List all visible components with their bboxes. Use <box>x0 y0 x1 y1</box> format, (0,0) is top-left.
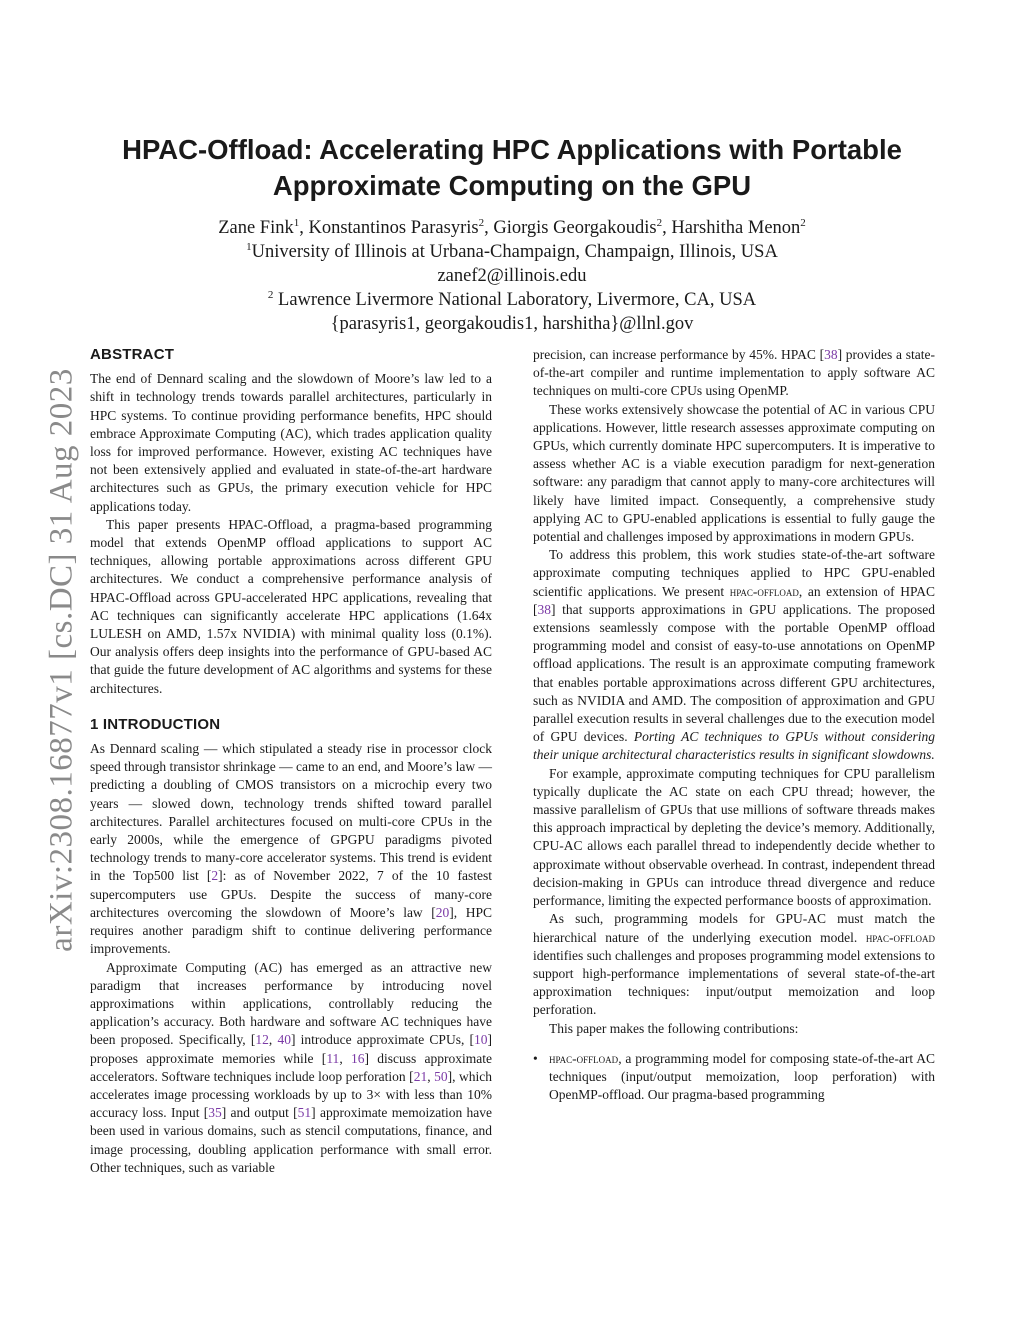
abstract-paragraph-1: The end of Dennard scaling and the slowdown of Moore’s law led to a shift in technology trends towards parallel architectures, particularly in HPC systems. To continue providing performance benefits, HPC should embrace Approximate Computing (AC), which trades application quality loss for improved performance. However, existing AC techniques have not been extensively applied and evaluated in state-of-the-art hardware architectures such as GPUs, the primary execution vehicle for HPC applications today. <box>90 371 492 514</box>
citation-link[interactable]: 16 <box>350 1050 365 1066</box>
list-item: • hpac-offload, a programming model for composing state-of-the-art AC techniques (input/output memoization, loop perforation) with OpenMP-offload. Our pragma-based programming <box>549 1050 935 1105</box>
abstract-heading: ABSTRACT <box>90 346 175 363</box>
citation-link[interactable]: 11 <box>326 1050 340 1066</box>
email-2: {parasyris1, georgakoudis1, harshitha}@llnl.gov <box>330 314 694 334</box>
title-line-2: Approximate Computing on the GPU <box>272 170 752 201</box>
citation-link[interactable]: 21 <box>413 1068 428 1084</box>
left-column <box>90 346 492 1177</box>
affiliation-1: $^1$University of Illinois at Urbana-Champaign, Champaign, Illinois, USA <box>246 241 778 262</box>
citation-link[interactable]: 35 <box>208 1105 222 1121</box>
body-paragraph-3: To address this problem, this work studies state-of-the-art software approximate computing techniques applied to HPC GPU-enabled scientific applications. We present hpac-offload, an extension of HPAC [38] that supports approximations in GPU applications. The proposed extensions seamlessly compose with the portable OpenMP offload programming model and consist of easy-to-use annotations on OpenMP offload applications. The result is an approximate computing framework that enables portable approximations across different GPU architectures, such as NVIDIA and AMD. The composition of approximation and GPU parallel execution results in several challenges due to the execution model of GPU devices. Porting AC techniques to GPUs without considering their unique architectural characteristics results in significant slowdowns. <box>533 547 936 763</box>
citation-link[interactable]: 10 <box>474 1032 488 1048</box>
abstract-paragraph-2: This paper presents HPAC-Offload, a pragma-based programming model that extends OpenMP offload applications to support AC techniques, allowing portable approximations across different GPU architectures. We conduct a comprehensive performance analysis of HPAC-Offload across GPU-accelerated HPC applications, revealing that AC techniques can significantly accelerate HPC applications (1.64x LULESH on AMD, 1.57x NVIDIA) with minimal quality loss (0.1%). Our analysis offers deep insights into the performance of GPU-based AC that guide the future development of AC algorithms and systems for these architectures. <box>90 516 492 696</box>
citation-link[interactable]: 51 <box>297 1105 312 1121</box>
paper-title <box>60 132 964 204</box>
citation-link[interactable]: 12 <box>255 1032 269 1048</box>
arxiv-identifier: arXiv:2308.16877v1 [cs.DC] 31 Aug 2023 <box>43 368 80 952</box>
citation-link[interactable]: 40 <box>277 1032 291 1048</box>
citation-link[interactable]: 38 <box>824 347 838 362</box>
right-column <box>533 346 935 1104</box>
citation-link[interactable]: 38 <box>537 601 551 617</box>
affiliation-2: $^2$ Lawrence Livermore National Laboratory, Livermore, CA, USA <box>267 289 757 310</box>
citation-link[interactable]: 50 <box>434 1068 448 1084</box>
contributions-list <box>533 1050 935 1105</box>
citation-link[interactable]: 20 <box>435 904 450 920</box>
author-block <box>60 216 964 336</box>
author-names: Zane Fink$^1$, Konstantinos Parasyris$^2$, Giorgis Georgakoudis$^2$, Harshitha Menon$^2$ <box>218 217 806 238</box>
citation-link[interactable]: 2 <box>211 868 219 884</box>
body-paragraph-1: precision, can increase performance by 45%. HPAC [38] provides a state-of-the-art compiler and runtime implementation to apply software AC techniques on multi-core CPUs using OpenMP. <box>533 347 936 399</box>
introduction-heading: 1 INTRODUCTION <box>90 715 221 733</box>
body-paragraph-2: These works extensively showcase the potential of AC in various CPU applications. However, little research assesses approximate computing on GPUs, which currently dominate HPC supercomputers. It is imperative to assess whether AC is a viable execution paradigm for next-generation software: any paradigm that cannot apply to many-core architectures will likely have limited impact. Consequently, a comprehensive study applying AC to GPU-enabled applications is essential to fully gauge the potential and challenges imposed by approximations in modern GPUs. <box>533 401 935 545</box>
body-paragraph-6: This paper makes the following contributions: <box>549 1020 799 1036</box>
body-paragraph-4: For example, approximate computing techniques for CPU parallelism typically duplicate the AC state on each CPU thread; however, the massive parallelism of GPUs that use millions of software threads makes this approach impractical by depleting the device’s memory. Additionally, CPU-AC allows each parallel thread to independently decide whether to approximate without observable overhead. In contrast, independent thread decision-making in GPUs can introduce thread divergence and reduce performance, limiting the expected performance boosts of approximation. <box>533 765 935 909</box>
email-1: zanef2@illinois.edu <box>437 266 587 286</box>
title-line-1: HPAC-Offload: Accelerating HPC Applications with Portable <box>122 134 902 165</box>
body-paragraph-5: As such, programming models for GPU-AC must match the hierarchical nature of the underlying execution model. hpac-offload identifies such challenges and proposes programming model extensions to support high-performance implementations of several state-of-the-art approximation techniques: input/output memoization and loop perforation. <box>533 911 935 1018</box>
intro-paragraph-2: Approximate Computing (AC) has emerged as an attractive new paradigm that increases performance by introducing novel approximations within applications, controllably reducing the application’s accuracy. Both hardware and software AC techniques have been proposed. Specifically, [12, 40] introduce approximate CPUs, [10] proposes approximate memories while [11, 16] discuss approximate accelerators. Software techniques include loop perforation [21, 50], which accelerates image processing workloads by up to 3× with less than 10% accuracy loss. Input [35] and output [51] approximate memoization have been used in various domains, such as stencil computations, finance, and image processing, doubling application performance with small error. Other techniques, such as variable <box>90 959 493 1175</box>
intro-paragraph-1: As Dennard scaling — which stipulated a steady rise in processor clock speed through transistor shrinkage — came to an end, and Moore’s law — predicting a doubling of CMOS transistors on a microchip every two years — slowed down, technology trends shifted toward parallel architectures. Parallel architectures focused on multi-core CPUs in the early 2000s, while the emergence of GPGPU paradigms pivoted technology trends to many-core accelerator systems. This trend is evident in the Top500 list [2]: as of November 2022, 7 of the 10 fastest supercomputers use GPUs. Despite the success of many-core architectures overcoming the slowdown of Moore’s law [20], HPC requires another paradigm shift to continue delivering performance improvements. <box>90 741 492 957</box>
